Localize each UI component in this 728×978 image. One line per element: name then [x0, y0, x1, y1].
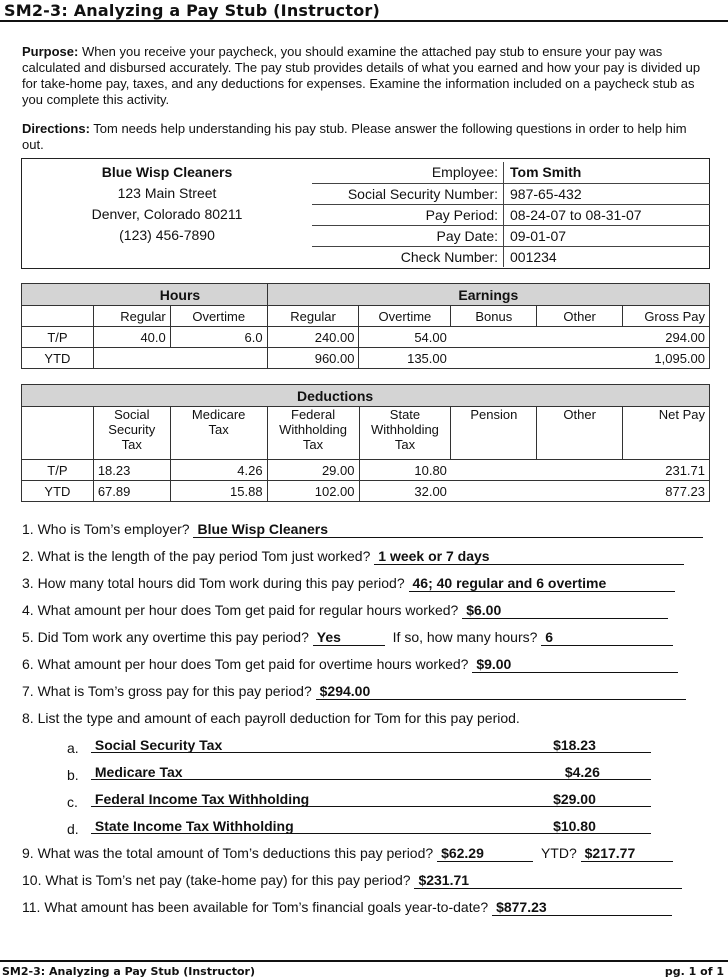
question-text: 1. Who is Tom’s employer?: [22, 521, 190, 537]
table-row: [22, 460, 710, 481]
purpose-paragraph: [22, 44, 702, 108]
check-number-row: [312, 246, 710, 267]
footer: [0, 960, 728, 978]
row-label: YTD: [22, 481, 94, 502]
company-name: Blue Wisp Cleaners: [101, 164, 233, 180]
question-4: [22, 601, 712, 619]
table-cell: [537, 348, 623, 369]
question-5: [22, 628, 712, 646]
check-number-label: Check Number:: [400, 249, 498, 265]
table-cell: [451, 327, 537, 348]
col-header: Overtime: [359, 306, 451, 327]
answer-field: $877.23: [492, 899, 672, 916]
question-text: 9. What was the total amount of Tom’s deductions this pay period?: [22, 845, 434, 861]
pay-date-label: Pay Date:: [436, 228, 498, 244]
answer-field: Blue Wisp Cleaners: [193, 521, 703, 538]
deduction-amount: $10.80: [553, 818, 596, 834]
table-cell: [537, 460, 623, 481]
pay-date-value: 09-01-07: [503, 225, 710, 246]
table-cell: [537, 327, 623, 348]
table-cell: [170, 348, 267, 369]
question-text: 10. What is Tom’s net pay (take-home pay) for this pay period?: [22, 872, 411, 888]
pay-period-value: 08-24-07 to 08-31-07: [503, 204, 710, 225]
title-bar: [0, 0, 728, 22]
deduction-name: State Income Tax Withholding: [94, 818, 294, 834]
table-cell: 231.71: [623, 460, 710, 481]
col-header-pension: Pension: [451, 407, 537, 460]
check-number-value: 001234: [503, 246, 710, 267]
table-row: [22, 348, 710, 369]
table-cell: 102.00: [267, 481, 359, 502]
question-text: 4. What amount per hour does Tom get paid for regular hours worked?: [22, 602, 459, 618]
row-label: T/P: [22, 327, 94, 348]
answer-field: $6.00: [462, 602, 668, 619]
pay-period-row: [312, 204, 710, 225]
deduction-line: [91, 790, 651, 807]
deductions-table: [21, 384, 710, 502]
ssn-row: [312, 183, 710, 204]
deduction-line: [91, 817, 651, 834]
question-9: [22, 844, 712, 862]
table-row: [22, 327, 710, 348]
deduction-item-d: [67, 817, 651, 838]
question-text: 7. What is Tom’s gross pay for this pay period?: [22, 683, 312, 699]
question-text: 6. What amount per hour does Tom get paid for overtime hours worked?: [22, 656, 469, 672]
col-header: Gross Pay: [623, 306, 710, 327]
deductions-band-row: [22, 385, 710, 407]
purpose-text: When you receive your paycheck, you should examine the attached pay stub to ensure your pay was calculated and disbursed accurately. The pay stub provides details of what you earned and how your pay is divided up for take-home pay, taxes, and any deductions for expenses. Examine the information included on a paycheck stub as you complete this activity.: [22, 44, 701, 107]
ssn-label: Social Security Number:: [347, 186, 498, 202]
table-cell: [451, 348, 537, 369]
col-header-social-security-tax: Social Security Tax: [93, 407, 170, 460]
company-phone: (123) 456-7890: [119, 227, 215, 243]
question-text-2: YTD?: [540, 845, 577, 861]
deduction-item-a: [67, 736, 651, 757]
question-text: 3. How many total hours did Tom work during this pay period?: [22, 575, 405, 591]
employee-value: Tom Smith: [503, 162, 710, 183]
hours-band: Hours: [93, 284, 267, 306]
question-text: 8. List the type and amount of each payroll deduction for Tom for this pay period.: [22, 710, 520, 726]
question-text: 2. What is the length of the pay period Tom just worked?: [22, 548, 371, 564]
table-cell: 40.0: [93, 327, 170, 348]
table-cell: 1,095.00: [623, 348, 710, 369]
table-cell: 4.26: [170, 460, 267, 481]
deduction-item-c: [67, 790, 651, 811]
table-cell: 6.0: [170, 327, 267, 348]
question-7: [22, 682, 712, 700]
footer-title: SM2-3: Analyzing a Pay Stub (Instructor): [2, 965, 256, 978]
deduction-line: [91, 763, 651, 780]
col-header-federal-withholding-tax: Federal Withholding Tax: [267, 407, 359, 460]
deduction-amount: $29.00: [553, 791, 596, 807]
item-letter: a.: [67, 740, 79, 756]
table-cell: 10.80: [359, 460, 451, 481]
answer-field-2: $217.77: [581, 845, 673, 862]
page-title: SM2-3: Analyzing a Pay Stub (Instructor): [4, 1, 381, 20]
deduction-line: [91, 736, 651, 753]
answer-field: $62.29: [437, 845, 533, 862]
pay-stub-header: [21, 158, 710, 269]
question-text-2: If so, how many hours?: [392, 629, 538, 645]
col-header-state-withholding-tax: State Withholding Tax: [359, 407, 451, 460]
col-header-medicare-tax: Medicare Tax: [170, 407, 267, 460]
col-header-other: Other: [537, 407, 623, 460]
question-10: [22, 871, 712, 889]
table-cell: 135.00: [359, 348, 451, 369]
item-letter: d.: [67, 821, 79, 837]
table-cell: 877.23: [623, 481, 710, 502]
table-cell: 67.89: [93, 481, 170, 502]
pay-period-label: Pay Period:: [425, 207, 498, 223]
answer-field: 1 week or 7 days: [374, 548, 684, 565]
deduction-name: Social Security Tax: [94, 737, 223, 753]
table-cell: 240.00: [267, 327, 359, 348]
deductions-band: Deductions: [296, 387, 374, 404]
deduction-name: Medicare Tax: [94, 764, 183, 780]
answer-field: 46; 40 regular and 6 overtime: [409, 575, 675, 592]
answer-field: $9.00: [472, 656, 678, 673]
table-cell: [451, 460, 537, 481]
col-header: Overtime: [170, 306, 267, 327]
pay-date-row: [312, 225, 710, 246]
earnings-header-row: [22, 306, 710, 327]
question-6: [22, 655, 712, 673]
table-cell: [537, 481, 623, 502]
question-2: [22, 547, 712, 565]
directions-label: Directions:: [22, 121, 90, 136]
col-header: Regular: [267, 306, 359, 327]
answer-field: $231.71: [414, 872, 682, 889]
employee-label: Employee:: [431, 164, 498, 180]
table-cell: 54.00: [359, 327, 451, 348]
table-cell: 18.23: [93, 460, 170, 481]
table-cell: 15.88: [170, 481, 267, 502]
directions-paragraph: [22, 121, 702, 153]
earnings-band: Earnings: [267, 284, 709, 306]
col-header-net-pay: Net Pay: [623, 407, 710, 460]
col-header: Bonus: [451, 306, 537, 327]
question-3: [22, 574, 712, 592]
question-1: [22, 520, 712, 538]
deduction-name: Federal Income Tax Withholding: [94, 791, 310, 807]
question-text: 11. What amount has been available for Tom’s financial goals year-to-date?: [22, 899, 489, 915]
table-cell: [93, 348, 170, 369]
deductions-header-row: [22, 407, 710, 460]
deduction-amount: $18.23: [553, 737, 596, 753]
table-row: [22, 481, 710, 502]
row-label: YTD: [22, 348, 94, 369]
question-text: 5. Did Tom work any overtime this pay period?: [22, 629, 309, 645]
employee-row: [312, 162, 710, 183]
directions-text: Tom needs help understanding his pay stub. Please answer the following questions in order to help him out.: [22, 121, 687, 152]
item-letter: b.: [67, 767, 79, 783]
col-header: Regular: [93, 306, 170, 327]
deduction-amount: $4.26: [564, 764, 600, 780]
purpose-label: Purpose:: [22, 44, 79, 59]
answer-field-2: 6: [541, 629, 673, 646]
answer-field: Yes: [313, 629, 385, 646]
table-cell: 960.00: [267, 348, 359, 369]
company-city: Denver, Colorado 80211: [91, 206, 243, 222]
deduction-item-b: [67, 763, 651, 784]
page-number: pg. 1 of 1: [664, 965, 724, 978]
table-cell: 32.00: [359, 481, 451, 502]
table-cell: 29.00: [267, 460, 359, 481]
table-cell: 294.00: [623, 327, 710, 348]
company-street: 123 Main Street: [117, 185, 217, 201]
table-cell: [451, 481, 537, 502]
row-label: T/P: [22, 460, 94, 481]
ssn-value: 987-65-432: [503, 183, 710, 204]
question-11: [22, 898, 712, 916]
item-letter: c.: [67, 794, 78, 810]
col-header: Other: [537, 306, 623, 327]
earnings-table: [21, 283, 710, 369]
earnings-band-row: [22, 284, 710, 306]
answer-field: $294.00: [316, 683, 686, 700]
question-8: [22, 709, 712, 727]
